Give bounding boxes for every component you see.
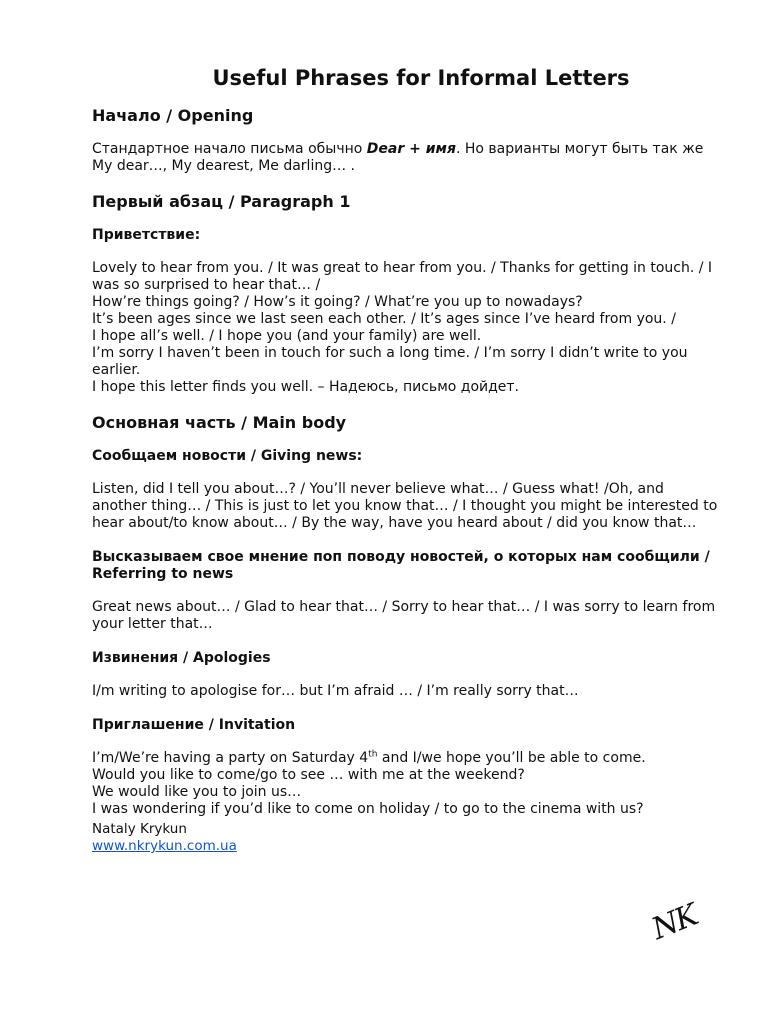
greeting-line: I hope this letter finds you well. – Надеюсь, письмо дойдет. xyxy=(92,379,520,395)
greeting-line: I’m sorry I haven’t been in touch for such a long time. / I’m sorry I didn’t write to you earlier. xyxy=(92,345,688,378)
greeting-subheading: Приветствие: xyxy=(92,227,201,243)
signature-initials: NK xyxy=(647,897,702,948)
opening-heading: Начало / Opening xyxy=(92,106,254,125)
document-title: Useful Phrases for Informal Letters xyxy=(212,66,630,90)
greeting-phrases xyxy=(92,260,722,396)
invitation-line1-start: I’m/We’re having a party on Saturday 4 xyxy=(92,750,369,766)
greeting-line: How’re things going? / How’s it going? / What’re you up to nowadays? xyxy=(92,294,583,310)
main-body-heading: Основная часть / Main body xyxy=(92,413,347,432)
author-name: Nataly Krykun xyxy=(92,821,187,837)
footer xyxy=(92,821,722,855)
footer-link-line xyxy=(92,838,722,855)
apologies-text: I/m writing to apologise for… but I’m afraid … / I’m really sorry that… xyxy=(92,683,579,699)
invitation-line1-end: and I/we hope you’ll be able to come. xyxy=(377,750,646,766)
paragraph1-heading: Первый абзац / Paragraph 1 xyxy=(92,192,351,211)
invitation-line xyxy=(92,750,722,767)
referring-text: Great news about… / Glad to hear that… / Sorry to hear that… / I was sorry to learn from your letter that… xyxy=(92,599,716,632)
invitation-phrases xyxy=(92,750,722,818)
giving-news-heading: Сообщаем новости / Giving news: xyxy=(92,448,363,464)
invitation-line: I was wondering if you’d like to come on holiday / to go to the cinema with us? xyxy=(92,801,644,817)
referring-heading: Высказываем свое мнение поп поводу новостей, о которых нам сообщили / Referring to news xyxy=(92,549,710,582)
greeting-line: It’s been ages since we last seen each other. / It’s ages since I’ve heard from you. / xyxy=(92,311,676,327)
document-page xyxy=(92,66,722,855)
opening-text-start: Стандартное начало письма обычно xyxy=(92,141,367,157)
opening-text-end: . Но варианты могут быть так же My dear…, My dearest, Me darling… . xyxy=(92,141,704,174)
opening-text xyxy=(92,141,722,175)
website-link[interactable]: www.nkrykun.com.ua xyxy=(92,838,237,854)
invitation-heading: Приглашение / Invitation xyxy=(92,717,296,733)
giving-news-text: Listen, did I tell you about…? / You’ll never believe what… / Guess what! /Oh, and another thing… / This is just to let you know that… / I thought you might be interested to hear about/to know about… / By the way, have you heard about / did you know that… xyxy=(92,481,718,531)
invitation-line: Would you like to come/go to see … with me at the weekend? xyxy=(92,767,525,783)
opening-text-bold: Dear + имя xyxy=(366,141,456,157)
greeting-line: Lovely to hear from you. / It was great to hear from you. / Thanks for getting in touch. / I was so surprised to hear that… / xyxy=(92,260,713,293)
invitation-line: We would like you to join us… xyxy=(92,784,302,800)
apologies-heading: Извинения / Apologies xyxy=(92,650,271,666)
greeting-line: I hope all’s well. / I hope you (and your family) are well. xyxy=(92,328,482,344)
ordinal-superscript: th xyxy=(368,749,378,760)
